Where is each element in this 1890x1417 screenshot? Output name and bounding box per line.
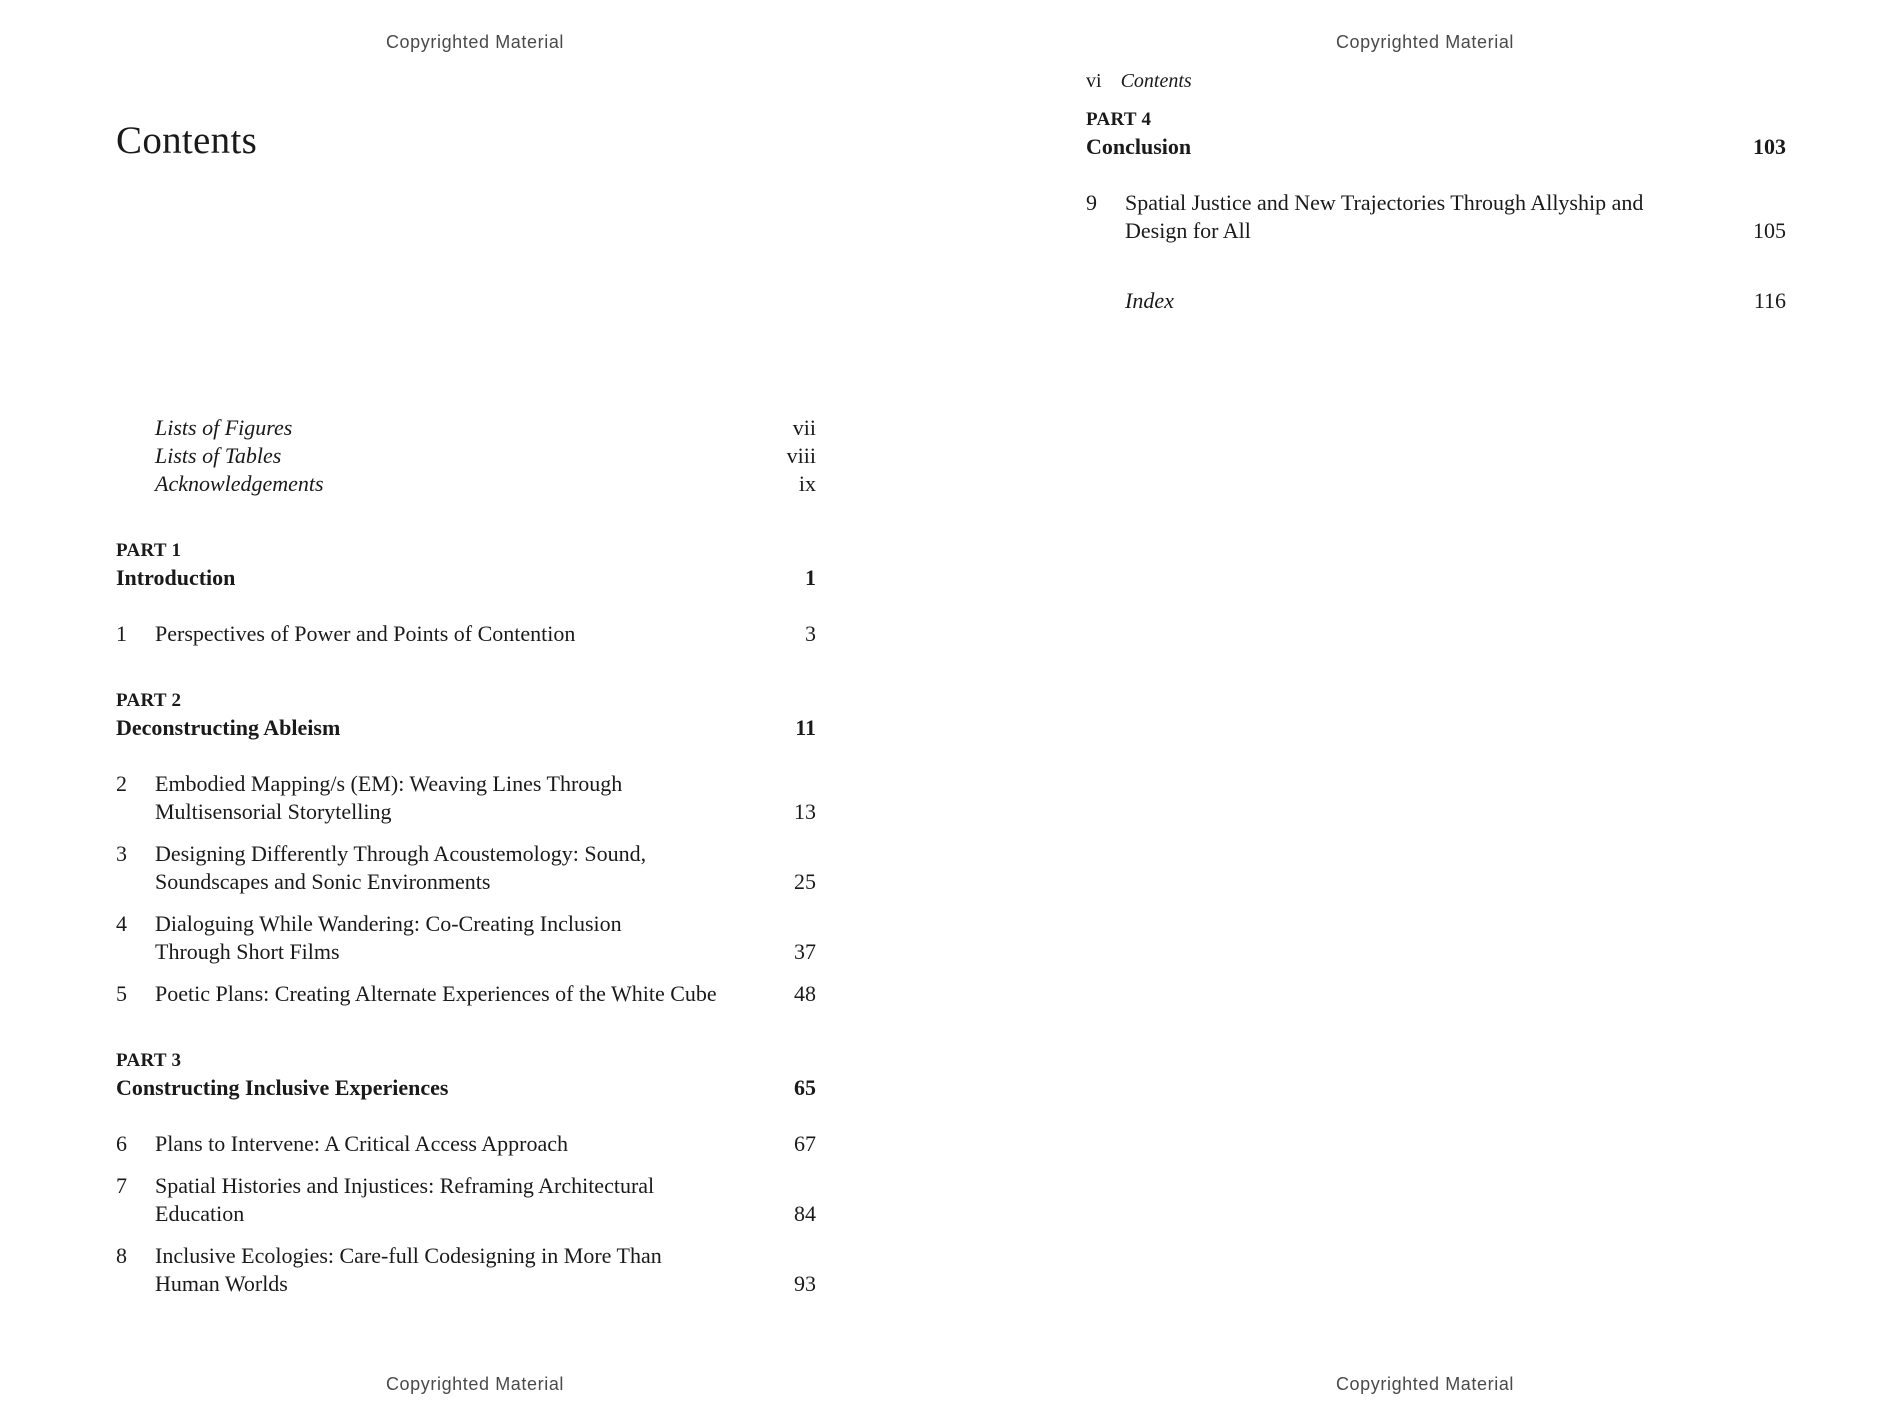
toc-entry-tables[interactable] [116,442,816,470]
part-page: 11 [795,715,816,740]
part-title: Introduction [116,565,236,590]
watermark-bottom-left: Copyrighted Material [385,1374,565,1394]
chapter-page: 13 [794,799,816,824]
chapter-number: 1 [116,621,127,646]
toc-entry-figures[interactable] [116,414,816,442]
chapter-page: 84 [794,1201,816,1226]
chapter-title [155,840,766,896]
entry-label: Acknowledgements [155,471,324,496]
part-2 [116,688,816,1008]
entry-label: Index [1125,288,1174,313]
part-title-row[interactable] [116,1074,816,1102]
chapter-7[interactable] [116,1172,816,1228]
part-page: 65 [794,1075,816,1100]
chapter-title-line2: Soundscapes and Sonic Environments [155,869,491,894]
front-matter [116,414,816,498]
chapter-title-line1: Dialoguing While Wandering: Co-Creating Inclusion [155,911,622,936]
part-4 [1086,107,1786,315]
chapter-title-line1: Spatial Justice and New Trajectories Through Allyship and [1125,190,1644,215]
watermark-bottom-right: Copyrighted Material [1335,1374,1515,1394]
chapter-number: 5 [116,981,127,1006]
entry-page: viii [786,443,816,468]
part-label: PART 4 [1086,109,1152,130]
chapter-title-line2: Education [155,1201,245,1226]
part-title: Conclusion [1086,134,1192,159]
running-head-title: Contents [1120,70,1192,92]
toc-left [116,414,816,1298]
toc-right [1086,107,1786,315]
part-title-row[interactable] [1086,133,1786,161]
entry-label: Lists of Tables [155,443,282,468]
chapter-title: Plans to Intervene: A Critical Access Approach [155,1131,569,1156]
chapter-page: 93 [794,1271,816,1296]
running-head [1086,70,1192,93]
part-label: PART 2 [116,690,182,711]
chapter-title-line1: Designing Differently Through Acoustemology: Sound, [155,841,647,866]
chapter-page: 37 [794,939,816,964]
chapter-number: 2 [116,771,127,796]
entry-label: Lists of Figures [155,415,293,440]
chapter-2[interactable] [116,770,816,826]
chapter-title [155,910,766,966]
chapter-title: Poetic Plans: Creating Alternate Experiences of the White Cube [155,981,717,1006]
toc-entry-acknowledgements[interactable] [116,470,816,498]
chapter-5[interactable] [116,980,816,1008]
chapter-9[interactable] [1086,189,1786,245]
part-title: Deconstructing Ableism [116,715,341,740]
chapter-title-line2: Multisensorial Storytelling [155,799,392,824]
running-head-page-number: vi [1086,70,1102,92]
chapter-page: 48 [794,981,816,1006]
entry-page: vii [792,415,816,440]
chapter-title-line1: Inclusive Ecologies: Care-full Codesigning in More Than [155,1243,662,1268]
page-title: Contents [116,119,258,162]
chapter-1[interactable] [116,620,816,648]
chapter-number: 8 [116,1243,127,1268]
chapter-title-line2: Human Worlds [155,1271,288,1296]
part-title: Constructing Inclusive Experiences [116,1075,449,1100]
part-title-row[interactable] [116,714,816,742]
watermark-top-left: Copyrighted Material [385,32,565,52]
chapter-title [155,1242,766,1298]
chapter-page: 3 [805,621,816,646]
chapter-number: 3 [116,841,127,866]
part-title-row[interactable] [116,564,816,592]
chapter-title [155,1172,766,1228]
part-label: PART 1 [116,540,182,561]
part-page: 103 [1753,134,1786,159]
chapter-title-line1: Spatial Histories and Injustices: Reframing Architectural [155,1173,655,1198]
chapter-number: 6 [116,1131,127,1156]
chapter-title-line1: Embodied Mapping/s (EM): Weaving Lines Through [155,771,623,796]
chapter-8[interactable] [116,1242,816,1298]
chapter-title-line2: Through Short Films [155,939,340,964]
chapter-title-line2: Design for All [1125,218,1251,243]
chapter-3[interactable] [116,840,816,896]
part-1 [116,538,816,648]
chapter-number: 9 [1086,190,1097,215]
chapter-number: 4 [116,911,127,936]
watermark-top-right: Copyrighted Material [1335,32,1515,52]
chapter-page: 67 [794,1131,816,1156]
chapter-title: Perspectives of Power and Points of Contention [155,621,576,646]
chapter-number: 7 [116,1173,127,1198]
toc-entry-index[interactable] [1086,287,1786,315]
part-label: PART 3 [116,1050,182,1071]
chapter-title [1125,189,1736,245]
chapter-title [155,770,766,826]
chapter-page: 105 [1753,218,1786,243]
part-page: 1 [805,565,816,590]
part-3 [116,1048,816,1298]
chapter-4[interactable] [116,910,816,966]
entry-page: 116 [1753,288,1786,313]
chapter-6[interactable] [116,1130,816,1158]
entry-page: ix [798,471,816,496]
chapter-page: 25 [794,869,816,894]
